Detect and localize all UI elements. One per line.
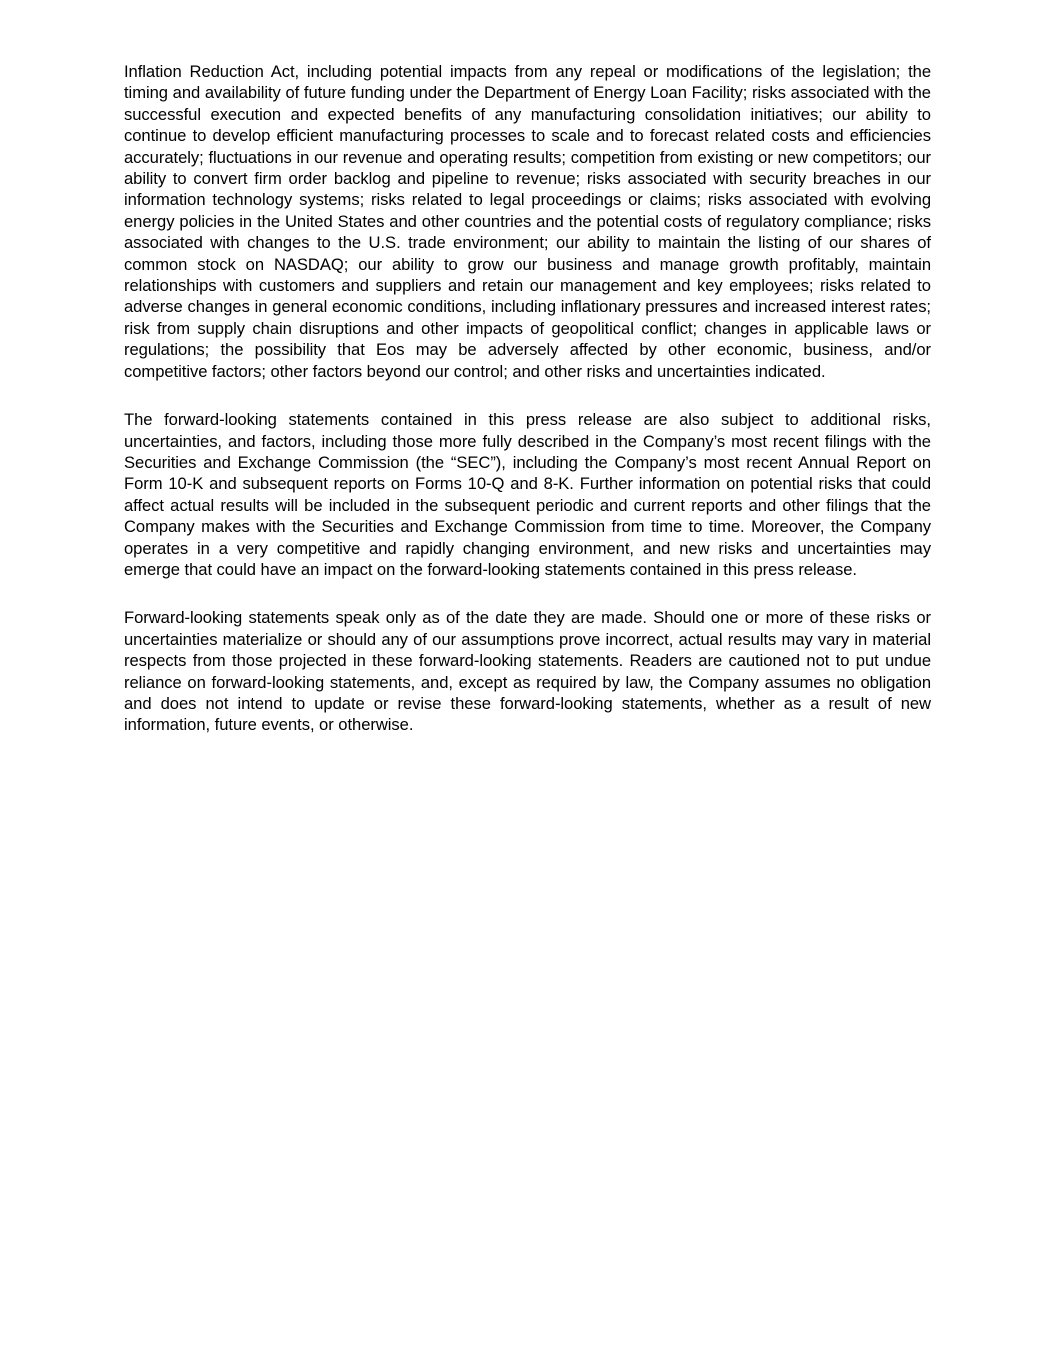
document-page xyxy=(124,61,931,763)
risk-factors-continuation-paragraph: Inflation Reduction Act, including potential impacts from any repeal or modifications of the legislation; the timing and availability of future funding under the Department of Energy Loan Facility; risks associated with the successful execution and expected benefits of any manufacturing consolidation initiatives; our ability to continue to develop efficient manufacturing processes to scale and to forecast related costs and efficiencies accurately; fluctuations in our revenue and operating results; competition from existing or new competitors; our ability to convert firm order backlog and pipeline to revenue; risks associated with security breaches in our information technology systems; risks related to legal proceedings or claims; risks associated with evolving energy policies in the United States and other countries and the potential costs of regulatory compliance; risks associated with changes to the U.S. trade environment; our ability to maintain the listing of our shares of common stock on NASDAQ; our ability to grow our business and manage growth profitably, maintain relationships with customers and suppliers and retain our management and key employees; risks related to adverse changes in general economic conditions, including inflationary pressures and increased interest rates; risk from supply chain disruptions and other impacts of geopolitical conflict; changes in applicable laws or regulations; the possibility that Eos may be adversely affected by other economic, business, and/or competitive factors; other factors beyond our control; and other risks and uncertainties indicated. xyxy=(124,62,931,381)
additional-risks-paragraph: The forward-looking statements contained in this press release are also subject to additional risks, uncertainties, and factors, including those more fully described in the Company’s most recent filings with the Securities and Exchange Commission (the “SEC”), including the Company’s most recent Annual Report on Form 10-K and subsequent reports on Forms 10-Q and 8-K. Further information on potential risks that could affect actual results will be included in the subsequent periodic and current reports and other filings that the Company makes with the Securities and Exchange Commission from time to time. Moreover, the Company operates in a very competitive and rapidly changing environment, and new risks and uncertainties may emerge that could have an impact on the forward-looking statements contained in this press release. xyxy=(124,410,931,579)
forward-looking-statements-paragraph: Forward-looking statements speak only as of the date they are made. Should one or more of these risks or uncertainties materialize or should any of our assumptions prove incorrect, actual results may vary in material respects from those projected in these forward-looking statements. Readers are cautioned not to put undue reliance on forward-looking statements, and, except as required by law, the Company assumes no obligation and does not intend to update or revise these forward-looking statements, whether as a result of new information, future events, or otherwise. xyxy=(124,608,931,735)
